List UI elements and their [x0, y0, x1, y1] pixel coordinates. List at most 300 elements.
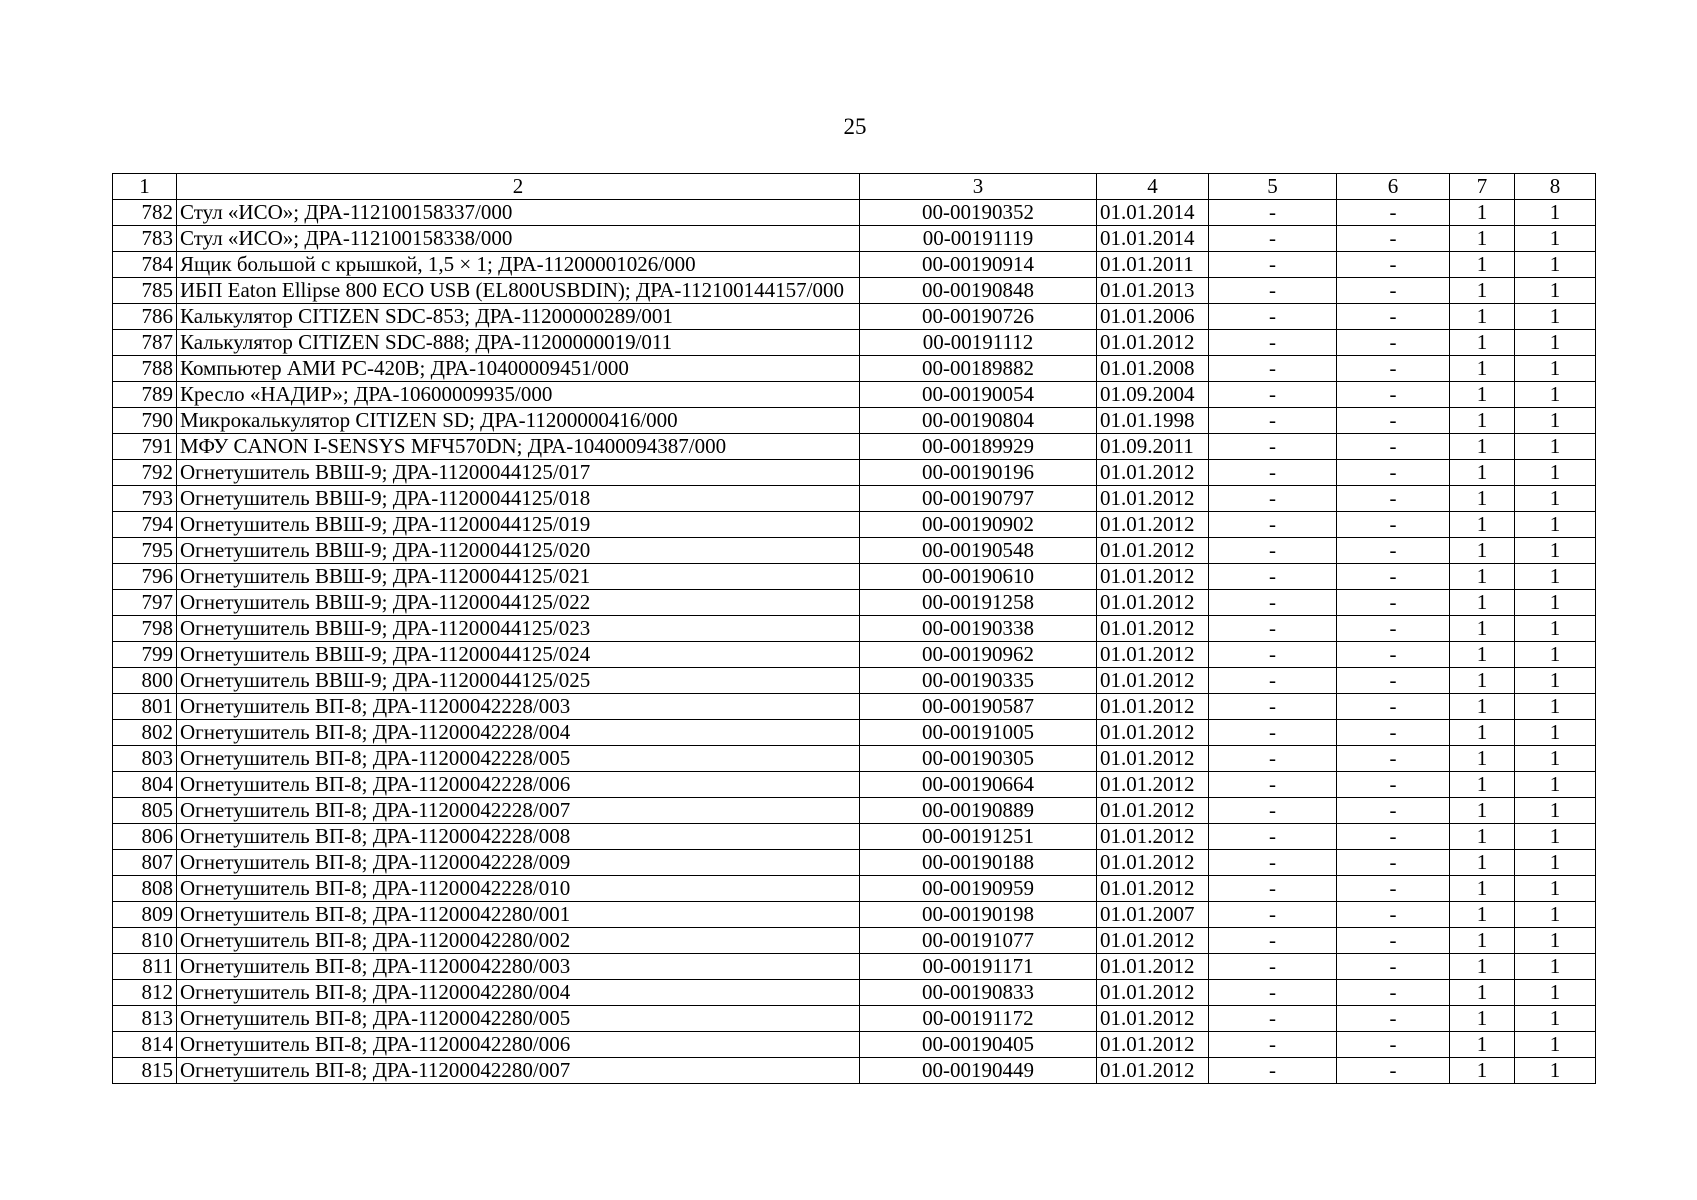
- date-cell: 01.01.2012: [1097, 1058, 1209, 1084]
- header-cell-2: 2: [177, 174, 860, 200]
- date-cell: 01.01.2012: [1097, 590, 1209, 616]
- col-7-cell: 1: [1450, 512, 1515, 538]
- col-5-cell: -: [1209, 382, 1337, 408]
- col-7-cell: 1: [1450, 564, 1515, 590]
- col-7-cell: 1: [1450, 356, 1515, 382]
- header-row: [113, 174, 1596, 200]
- row-number-cell: 802: [113, 720, 177, 746]
- item-name-cell: Огнетушитель ВВШ-9; ДРА-11200044125/021: [177, 564, 860, 590]
- row-number-cell: 813: [113, 1006, 177, 1032]
- col-6-cell: -: [1337, 954, 1450, 980]
- item-name-cell: Огнетушитель ВВШ-9; ДРА-11200044125/020: [177, 538, 860, 564]
- item-name-cell: ИБП Eaton Ellipse 800 ECO USB (EL800USBDIN); ДРА-112100144157/000: [177, 278, 860, 304]
- table-row: [113, 668, 1596, 694]
- table-row: [113, 720, 1596, 746]
- col-6-cell: -: [1337, 1006, 1450, 1032]
- col-6-cell: -: [1337, 512, 1450, 538]
- row-number-cell: 787: [113, 330, 177, 356]
- header-cell-8: 8: [1515, 174, 1596, 200]
- col-7-cell: 1: [1450, 382, 1515, 408]
- table-row: [113, 824, 1596, 850]
- col-6-cell: -: [1337, 902, 1450, 928]
- col-5-cell: -: [1209, 772, 1337, 798]
- col-5-cell: -: [1209, 798, 1337, 824]
- item-name-cell: Огнетушитель ВП-8; ДРА-11200042280/001: [177, 902, 860, 928]
- col-6-cell: -: [1337, 824, 1450, 850]
- col-8-cell: 1: [1515, 928, 1596, 954]
- row-number-cell: 791: [113, 434, 177, 460]
- col-7-cell: 1: [1450, 304, 1515, 330]
- inventory-code-cell: 00-00190962: [860, 642, 1097, 668]
- col-7-cell: 1: [1450, 460, 1515, 486]
- row-number-cell: 815: [113, 1058, 177, 1084]
- row-number-cell: 808: [113, 876, 177, 902]
- col-6-cell: -: [1337, 278, 1450, 304]
- col-6-cell: -: [1337, 1032, 1450, 1058]
- table-row: [113, 434, 1596, 460]
- col-8-cell: 1: [1515, 512, 1596, 538]
- col-6-cell: -: [1337, 694, 1450, 720]
- table-row: [113, 564, 1596, 590]
- date-cell: 01.01.2012: [1097, 824, 1209, 850]
- table-row: [113, 486, 1596, 512]
- col-6-cell: -: [1337, 798, 1450, 824]
- table-row: [113, 408, 1596, 434]
- date-cell: 01.01.2012: [1097, 564, 1209, 590]
- table-row: [113, 1006, 1596, 1032]
- row-number-cell: 809: [113, 902, 177, 928]
- date-cell: 01.01.2012: [1097, 720, 1209, 746]
- col-8-cell: 1: [1515, 980, 1596, 1006]
- col-7-cell: 1: [1450, 928, 1515, 954]
- date-cell: 01.01.2012: [1097, 616, 1209, 642]
- row-number-cell: 803: [113, 746, 177, 772]
- col-8-cell: 1: [1515, 200, 1596, 226]
- col-5-cell: -: [1209, 954, 1337, 980]
- item-name-cell: Огнетушитель ВП-8; ДРА-11200042228/010: [177, 876, 860, 902]
- table-row: [113, 902, 1596, 928]
- col-6-cell: -: [1337, 980, 1450, 1006]
- table-row: [113, 278, 1596, 304]
- header-cell-3: 3: [860, 174, 1097, 200]
- item-name-cell: Огнетушитель ВП-8; ДРА-11200042280/005: [177, 1006, 860, 1032]
- col-6-cell: -: [1337, 590, 1450, 616]
- item-name-cell: Огнетушитель ВВШ-9; ДРА-11200044125/024: [177, 642, 860, 668]
- table-row: [113, 772, 1596, 798]
- item-name-cell: Огнетушитель ВП-8; ДРА-11200042228/007: [177, 798, 860, 824]
- inventory-code-cell: 00-00191119: [860, 226, 1097, 252]
- item-name-cell: Огнетушитель ВП-8; ДРА-11200042228/004: [177, 720, 860, 746]
- item-name-cell: Микрокалькулятор CITIZEN SD; ДРА-11200000416/000: [177, 408, 860, 434]
- col-5-cell: -: [1209, 252, 1337, 278]
- col-6-cell: -: [1337, 408, 1450, 434]
- col-5-cell: -: [1209, 590, 1337, 616]
- col-5-cell: -: [1209, 876, 1337, 902]
- date-cell: 01.01.2008: [1097, 356, 1209, 382]
- date-cell: 01.01.2012: [1097, 876, 1209, 902]
- inventory-code-cell: 00-00190188: [860, 850, 1097, 876]
- col-7-cell: 1: [1450, 278, 1515, 304]
- col-8-cell: 1: [1515, 668, 1596, 694]
- item-name-cell: Кресло «НАДИР»; ДРА-10600009935/000: [177, 382, 860, 408]
- inventory-code-cell: 00-00190054: [860, 382, 1097, 408]
- table-row: [113, 226, 1596, 252]
- col-8-cell: 1: [1515, 486, 1596, 512]
- row-number-cell: 785: [113, 278, 177, 304]
- col-5-cell: -: [1209, 1058, 1337, 1084]
- table-row: [113, 356, 1596, 382]
- row-number-cell: 805: [113, 798, 177, 824]
- col-5-cell: -: [1209, 278, 1337, 304]
- col-6-cell: -: [1337, 304, 1450, 330]
- table-row: [113, 980, 1596, 1006]
- col-7-cell: 1: [1450, 850, 1515, 876]
- date-cell: 01.01.2012: [1097, 512, 1209, 538]
- header-cell-5: 5: [1209, 174, 1337, 200]
- inventory-code-cell: 00-00190449: [860, 1058, 1097, 1084]
- col-8-cell: 1: [1515, 798, 1596, 824]
- col-7-cell: 1: [1450, 590, 1515, 616]
- row-number-cell: 790: [113, 408, 177, 434]
- item-name-cell: Огнетушитель ВП-8; ДРА-11200042280/007: [177, 1058, 860, 1084]
- col-7-cell: 1: [1450, 1006, 1515, 1032]
- col-5-cell: -: [1209, 1006, 1337, 1032]
- item-name-cell: Стул «ИСО»; ДРА-112100158338/000: [177, 226, 860, 252]
- date-cell: 01.01.2012: [1097, 954, 1209, 980]
- date-cell: 01.01.2014: [1097, 226, 1209, 252]
- row-number-cell: 804: [113, 772, 177, 798]
- row-number-cell: 810: [113, 928, 177, 954]
- col-6-cell: -: [1337, 772, 1450, 798]
- item-name-cell: Огнетушитель ВВШ-9; ДРА-11200044125/019: [177, 512, 860, 538]
- date-cell: 01.01.2012: [1097, 798, 1209, 824]
- col-7-cell: 1: [1450, 954, 1515, 980]
- col-7-cell: 1: [1450, 330, 1515, 356]
- col-6-cell: -: [1337, 200, 1450, 226]
- col-8-cell: 1: [1515, 694, 1596, 720]
- item-name-cell: Огнетушитель ВП-8; ДРА-11200042280/002: [177, 928, 860, 954]
- col-5-cell: -: [1209, 434, 1337, 460]
- date-cell: 01.01.2012: [1097, 330, 1209, 356]
- item-name-cell: Калькулятор CITIZEN SDC-888; ДРА-11200000019/011: [177, 330, 860, 356]
- col-6-cell: -: [1337, 642, 1450, 668]
- col-6-cell: -: [1337, 434, 1450, 460]
- inventory-code-cell: 00-00190352: [860, 200, 1097, 226]
- col-6-cell: -: [1337, 928, 1450, 954]
- row-number-cell: 796: [113, 564, 177, 590]
- col-8-cell: 1: [1515, 720, 1596, 746]
- col-7-cell: 1: [1450, 668, 1515, 694]
- col-8-cell: 1: [1515, 824, 1596, 850]
- inventory-code-cell: 00-00191077: [860, 928, 1097, 954]
- col-5-cell: -: [1209, 564, 1337, 590]
- col-7-cell: 1: [1450, 408, 1515, 434]
- row-number-cell: 799: [113, 642, 177, 668]
- col-6-cell: -: [1337, 616, 1450, 642]
- item-name-cell: Огнетушитель ВП-8; ДРА-11200042228/005: [177, 746, 860, 772]
- header-cell-6: 6: [1337, 174, 1450, 200]
- col-8-cell: 1: [1515, 304, 1596, 330]
- date-cell: 01.01.2012: [1097, 538, 1209, 564]
- col-5-cell: -: [1209, 980, 1337, 1006]
- table-row: [113, 330, 1596, 356]
- col-7-cell: 1: [1450, 824, 1515, 850]
- col-7-cell: 1: [1450, 642, 1515, 668]
- date-cell: 01.01.2014: [1097, 200, 1209, 226]
- table-row: [113, 798, 1596, 824]
- col-8-cell: 1: [1515, 460, 1596, 486]
- date-cell: 01.01.2012: [1097, 1006, 1209, 1032]
- row-number-cell: 786: [113, 304, 177, 330]
- table-row: [113, 252, 1596, 278]
- col-7-cell: 1: [1450, 694, 1515, 720]
- col-6-cell: -: [1337, 564, 1450, 590]
- inventory-code-cell: 00-00190548: [860, 538, 1097, 564]
- col-7-cell: 1: [1450, 980, 1515, 1006]
- col-8-cell: 1: [1515, 642, 1596, 668]
- col-6-cell: -: [1337, 720, 1450, 746]
- col-5-cell: -: [1209, 668, 1337, 694]
- table-row: [113, 876, 1596, 902]
- col-8-cell: 1: [1515, 434, 1596, 460]
- row-number-cell: 812: [113, 980, 177, 1006]
- col-7-cell: 1: [1450, 798, 1515, 824]
- inventory-code-cell: 00-00190804: [860, 408, 1097, 434]
- item-name-cell: Калькулятор CITIZEN SDC-853; ДРА-11200000289/001: [177, 304, 860, 330]
- item-name-cell: Огнетушитель ВВШ-9; ДРА-11200044125/018: [177, 486, 860, 512]
- row-number-cell: 789: [113, 382, 177, 408]
- inventory-code-cell: 00-00191172: [860, 1006, 1097, 1032]
- inventory-code-cell: 00-00189929: [860, 434, 1097, 460]
- col-6-cell: -: [1337, 538, 1450, 564]
- col-7-cell: 1: [1450, 772, 1515, 798]
- date-cell: 01.01.2012: [1097, 486, 1209, 512]
- col-8-cell: 1: [1515, 772, 1596, 798]
- inventory-code-cell: 00-00189882: [860, 356, 1097, 382]
- date-cell: 01.01.2012: [1097, 850, 1209, 876]
- col-6-cell: -: [1337, 252, 1450, 278]
- col-6-cell: -: [1337, 486, 1450, 512]
- col-5-cell: -: [1209, 642, 1337, 668]
- date-cell: 01.01.2012: [1097, 668, 1209, 694]
- inventory-code-cell: 00-00191258: [860, 590, 1097, 616]
- col-8-cell: 1: [1515, 226, 1596, 252]
- item-name-cell: Огнетушитель ВП-8; ДРА-11200042228/009: [177, 850, 860, 876]
- table-row: [113, 694, 1596, 720]
- col-8-cell: 1: [1515, 408, 1596, 434]
- date-cell: 01.01.2012: [1097, 460, 1209, 486]
- col-6-cell: -: [1337, 746, 1450, 772]
- row-number-cell: 798: [113, 616, 177, 642]
- col-5-cell: -: [1209, 850, 1337, 876]
- col-7-cell: 1: [1450, 720, 1515, 746]
- table-row: [113, 746, 1596, 772]
- inventory-code-cell: 00-00190914: [860, 252, 1097, 278]
- table-row: [113, 1032, 1596, 1058]
- date-cell: 01.01.2012: [1097, 694, 1209, 720]
- col-8-cell: 1: [1515, 954, 1596, 980]
- inventory-code-cell: 00-00191171: [860, 954, 1097, 980]
- col-8-cell: 1: [1515, 616, 1596, 642]
- col-5-cell: -: [1209, 330, 1337, 356]
- col-5-cell: -: [1209, 928, 1337, 954]
- item-name-cell: Огнетушитель ВВШ-9; ДРА-11200044125/025: [177, 668, 860, 694]
- table-row: [113, 1058, 1596, 1084]
- inventory-code-cell: 00-00191112: [860, 330, 1097, 356]
- col-7-cell: 1: [1450, 876, 1515, 902]
- inventory-code-cell: 00-00190305: [860, 746, 1097, 772]
- row-number-cell: 814: [113, 1032, 177, 1058]
- table-row: [113, 642, 1596, 668]
- row-number-cell: 797: [113, 590, 177, 616]
- inventory-code-cell: 00-00190902: [860, 512, 1097, 538]
- item-name-cell: Огнетушитель ВП-8; ДРА-11200042280/003: [177, 954, 860, 980]
- item-name-cell: Огнетушитель ВП-8; ДРА-11200042280/006: [177, 1032, 860, 1058]
- table-body: [113, 200, 1596, 1084]
- table-row: [113, 200, 1596, 226]
- row-number-cell: 794: [113, 512, 177, 538]
- col-7-cell: 1: [1450, 434, 1515, 460]
- col-8-cell: 1: [1515, 1058, 1596, 1084]
- date-cell: 01.01.2012: [1097, 772, 1209, 798]
- item-name-cell: Огнетушитель ВП-8; ДРА-11200042228/006: [177, 772, 860, 798]
- col-5-cell: -: [1209, 304, 1337, 330]
- inventory-code-cell: 00-00191005: [860, 720, 1097, 746]
- col-5-cell: -: [1209, 356, 1337, 382]
- row-number-cell: 788: [113, 356, 177, 382]
- row-number-cell: 782: [113, 200, 177, 226]
- col-5-cell: -: [1209, 824, 1337, 850]
- col-7-cell: 1: [1450, 616, 1515, 642]
- row-number-cell: 784: [113, 252, 177, 278]
- item-name-cell: Ящик большой с крышкой, 1,5 × 1; ДРА-11200001026/000: [177, 252, 860, 278]
- col-7-cell: 1: [1450, 538, 1515, 564]
- col-8-cell: 1: [1515, 252, 1596, 278]
- inventory-code-cell: 00-00190664: [860, 772, 1097, 798]
- col-7-cell: 1: [1450, 1058, 1515, 1084]
- col-7-cell: 1: [1450, 746, 1515, 772]
- date-cell: 01.01.2012: [1097, 642, 1209, 668]
- inventory-code-cell: 00-00190797: [860, 486, 1097, 512]
- inventory-code-cell: 00-00191251: [860, 824, 1097, 850]
- item-name-cell: Огнетушитель ВВШ-9; ДРА-11200044125/017: [177, 460, 860, 486]
- table-row: [113, 460, 1596, 486]
- col-5-cell: -: [1209, 460, 1337, 486]
- col-7-cell: 1: [1450, 252, 1515, 278]
- row-number-cell: 807: [113, 850, 177, 876]
- date-cell: 01.09.2011: [1097, 434, 1209, 460]
- col-6-cell: -: [1337, 460, 1450, 486]
- col-7-cell: 1: [1450, 200, 1515, 226]
- item-name-cell: МФУ CANON I-SENSYS MFЧ570DN; ДРА-10400094387/000: [177, 434, 860, 460]
- date-cell: 01.01.2012: [1097, 928, 1209, 954]
- table-row: [113, 954, 1596, 980]
- col-8-cell: 1: [1515, 278, 1596, 304]
- item-name-cell: Огнетушитель ВП-8; ДРА-11200042280/004: [177, 980, 860, 1006]
- row-number-cell: 806: [113, 824, 177, 850]
- col-8-cell: 1: [1515, 330, 1596, 356]
- inventory-code-cell: 00-00190833: [860, 980, 1097, 1006]
- col-6-cell: -: [1337, 850, 1450, 876]
- inventory-code-cell: 00-00190338: [860, 616, 1097, 642]
- col-8-cell: 1: [1515, 590, 1596, 616]
- table-row: [113, 512, 1596, 538]
- col-6-cell: -: [1337, 226, 1450, 252]
- col-8-cell: 1: [1515, 876, 1596, 902]
- col-8-cell: 1: [1515, 564, 1596, 590]
- col-8-cell: 1: [1515, 746, 1596, 772]
- inventory-code-cell: 00-00190726: [860, 304, 1097, 330]
- col-5-cell: -: [1209, 486, 1337, 512]
- col-5-cell: -: [1209, 694, 1337, 720]
- inventory-code-cell: 00-00190959: [860, 876, 1097, 902]
- col-6-cell: -: [1337, 330, 1450, 356]
- inventory-code-cell: 00-00190198: [860, 902, 1097, 928]
- row-number-cell: 783: [113, 226, 177, 252]
- col-5-cell: -: [1209, 720, 1337, 746]
- table-row: [113, 304, 1596, 330]
- table-row: [113, 928, 1596, 954]
- table-row: [113, 538, 1596, 564]
- inventory-code-cell: 00-00190587: [860, 694, 1097, 720]
- col-8-cell: 1: [1515, 538, 1596, 564]
- row-number-cell: 792: [113, 460, 177, 486]
- inventory-table: [112, 173, 1596, 1084]
- inventory-code-cell: 00-00190848: [860, 278, 1097, 304]
- row-number-cell: 800: [113, 668, 177, 694]
- date-cell: 01.01.2011: [1097, 252, 1209, 278]
- col-7-cell: 1: [1450, 226, 1515, 252]
- col-8-cell: 1: [1515, 1006, 1596, 1032]
- inventory-code-cell: 00-00190335: [860, 668, 1097, 694]
- col-7-cell: 1: [1450, 1032, 1515, 1058]
- inventory-code-cell: 00-00190889: [860, 798, 1097, 824]
- col-5-cell: -: [1209, 1032, 1337, 1058]
- col-5-cell: -: [1209, 616, 1337, 642]
- date-cell: 01.01.1998: [1097, 408, 1209, 434]
- row-number-cell: 793: [113, 486, 177, 512]
- row-number-cell: 811: [113, 954, 177, 980]
- item-name-cell: Огнетушитель ВП-8; ДРА-11200042228/003: [177, 694, 860, 720]
- col-6-cell: -: [1337, 356, 1450, 382]
- item-name-cell: Огнетушитель ВВШ-9; ДРА-11200044125/023: [177, 616, 860, 642]
- date-cell: 01.01.2013: [1097, 278, 1209, 304]
- inventory-code-cell: 00-00190405: [860, 1032, 1097, 1058]
- col-5-cell: -: [1209, 226, 1337, 252]
- col-7-cell: 1: [1450, 486, 1515, 512]
- inventory-code-cell: 00-00190610: [860, 564, 1097, 590]
- item-name-cell: Компьютер АМИ РС-420В; ДРА-10400009451/000: [177, 356, 860, 382]
- col-7-cell: 1: [1450, 902, 1515, 928]
- header-cell-4: 4: [1097, 174, 1209, 200]
- row-number-cell: 795: [113, 538, 177, 564]
- col-8-cell: 1: [1515, 902, 1596, 928]
- col-5-cell: -: [1209, 512, 1337, 538]
- table-row: [113, 590, 1596, 616]
- item-name-cell: Огнетушитель ВВШ-9; ДРА-11200044125/022: [177, 590, 860, 616]
- table-row: [113, 850, 1596, 876]
- item-name-cell: Стул «ИСО»; ДРА-112100158337/000: [177, 200, 860, 226]
- col-5-cell: -: [1209, 902, 1337, 928]
- date-cell: 01.01.2012: [1097, 980, 1209, 1006]
- item-name-cell: Огнетушитель ВП-8; ДРА-11200042228/008: [177, 824, 860, 850]
- col-5-cell: -: [1209, 746, 1337, 772]
- header-cell-1: 1: [113, 174, 177, 200]
- date-cell: 01.01.2012: [1097, 1032, 1209, 1058]
- row-number-cell: 801: [113, 694, 177, 720]
- date-cell: 01.01.2007: [1097, 902, 1209, 928]
- col-8-cell: 1: [1515, 382, 1596, 408]
